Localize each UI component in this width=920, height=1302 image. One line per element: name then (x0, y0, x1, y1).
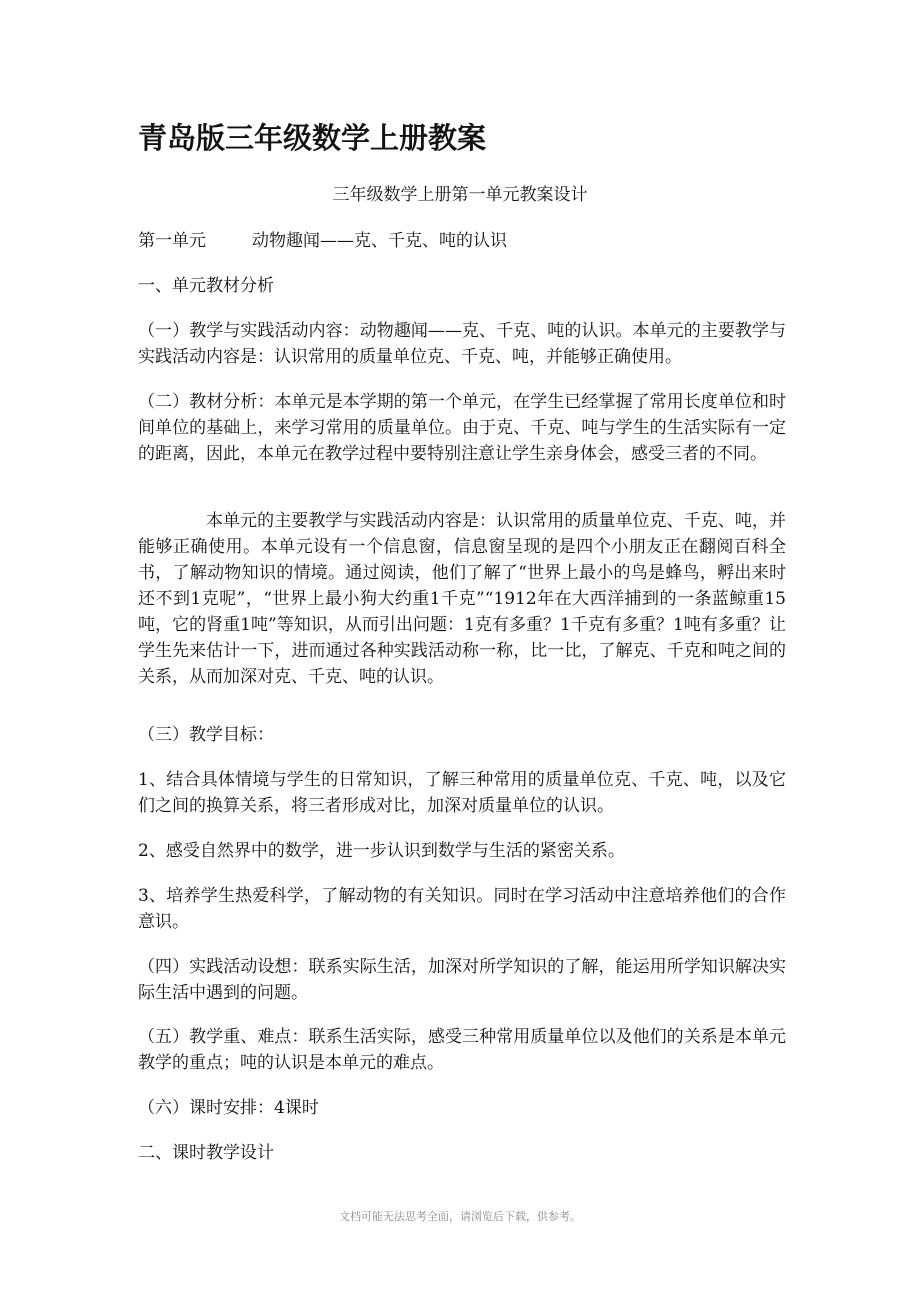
paragraph-key-points: （五）教学重、难点：联系生活实际，感受三种常用质量单位以及他们的关系是本单元教学的重点；吨的认识是本单元的难点。 (138, 1027, 786, 1073)
goal-item-2: 2、感受自然界中的数学，进一步认识到数学与生活的紧密关系。 (138, 841, 625, 861)
document-title: 青岛版三年级数学上册教案 (138, 121, 487, 155)
paragraph-practice: （四）实践活动设想：联系实际生活，加深对所学知识的了解，能运用所学知识解决实际生活中遇到的问题。 (138, 957, 786, 1003)
unit-line (138, 228, 786, 254)
section-one-heading: 一、单元教材分析 (138, 276, 274, 296)
unit-topic: 动物趣闻——克、千克、吨的认识 (252, 231, 507, 251)
section-two-heading: 二、课时教学设计 (138, 1143, 274, 1163)
paragraph-schedule: （六）课时安排：4课时 (138, 1098, 319, 1118)
paragraph-content: （一）教学与实践活动内容：动物趣闻——克、千克、吨的认识。本单元的主要教学与实践活动内容是：认识常用的质量单位克、千克、吨，并能够正确使用。 (138, 321, 786, 367)
footer-note: 文档可能无法思考全面，请浏览后下载，供参考。 (339, 1210, 581, 1223)
paragraph-analysis: （二）教材分析：本单元是本学期的第一个单元，在学生已经掌握了常用长度单位和时间单位的基础上，来学习常用的质量单位。由于克、千克、吨与学生的生活实际有一定的距离，因此，本单元在教学过程中要特别注意让学生亲身体会，感受三者的不同。 (138, 392, 786, 464)
paragraph-main-content: 本单元的主要教学与实践活动内容是：认识常用的质量单位克、千克、吨，并能够正确使用。本单元设有一个信息窗，信息窗呈现的是四个小朋友正在翻阅百科全书，了解动物知识的情境。通过阅读，他们了解了“世界上最小的鸟是蜂鸟，孵出来时还不到1克呢”，“世界上最小狗大约重1千克”“1912年在大西洋捕到的一条蓝鲸重15吨，它的肾重1吨”等知识，从而引出问题：1克有多重？1千克有多重？1吨有多重？让学生先来估计一下，进而通过各种实践活动称一称，比一比，了解克、千克和吨之间的关系，从而加深对克、千克、吨的认识。 (138, 511, 786, 687)
goals-heading: （三）教学目标： (138, 725, 274, 745)
goal-item-3: 3、培养学生热爱科学，了解动物的有关知识。同时在学习活动中注意培养他们的合作意识。 (138, 886, 786, 932)
document-subtitle: 三年级数学上册第一单元教案设计 (332, 185, 588, 205)
goal-item-1: 1、结合具体情境与学生的日常知识，了解三种常用的质量单位克、千克、吨，以及它们之间的换算关系，将三者形成对比，加深对质量单位的认识。 (138, 770, 786, 816)
unit-label: 第一单元 (138, 231, 206, 251)
